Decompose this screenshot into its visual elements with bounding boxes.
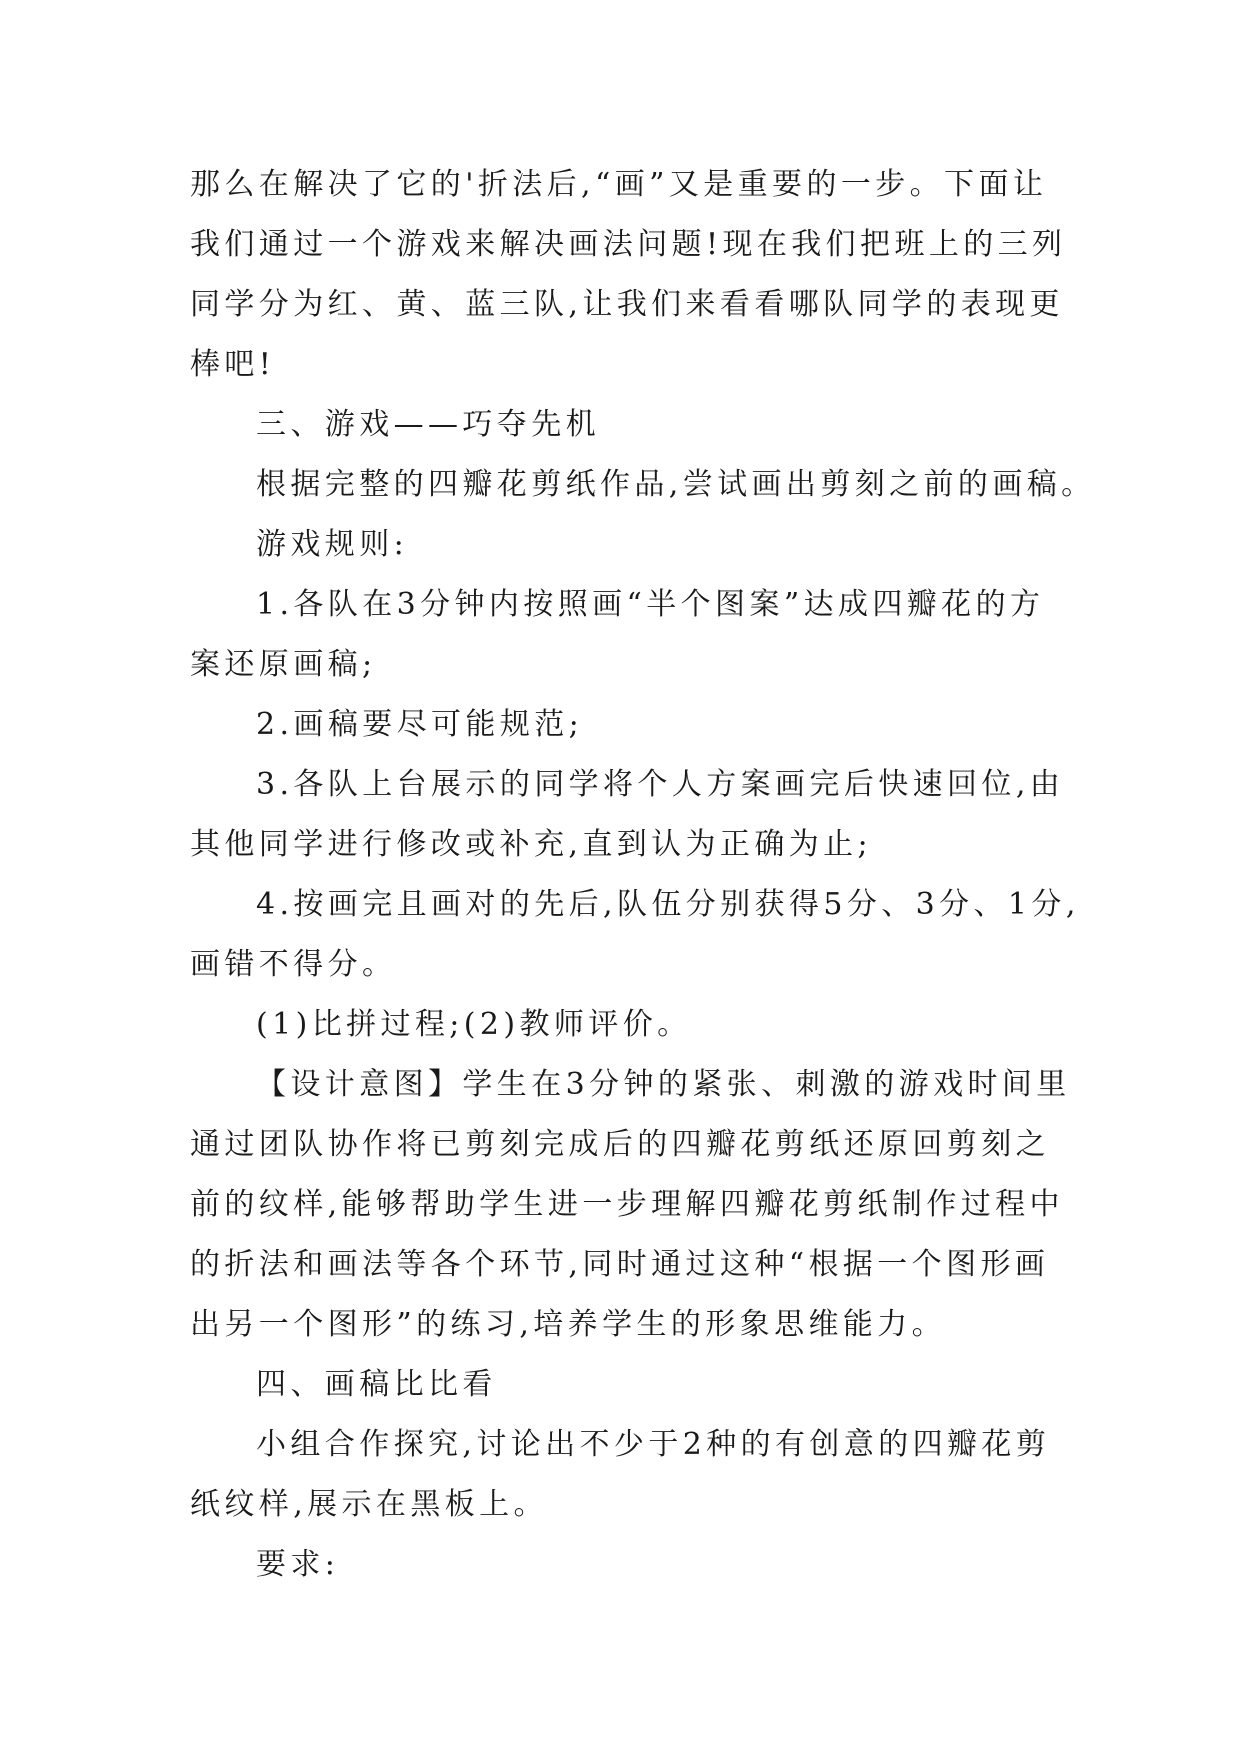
rules-heading: 游戏规则: <box>256 527 409 562</box>
rule-item-4-continued: 画错不得分。 <box>190 947 397 982</box>
rule-item-2: 2.画稿要尽可能规范; <box>256 707 584 742</box>
paragraph-line: 同学分为红、黄、蓝三队,让我们来看看哪队同学的表现更 <box>190 287 1064 322</box>
paragraph-line: 纸纹样,展示在黑板上。 <box>190 1487 548 1522</box>
rule-item-1-continued: 案还原画稿; <box>190 647 377 682</box>
paragraph-line: 那么在解决了它的'折法后,“画”又是重要的一步。下面让 <box>190 167 1048 202</box>
rule-item-1: 1.各队在3分钟内按照画“半个图案”达成四瓣花的方 <box>256 587 1045 622</box>
paragraph-line: 的折法和画法等各个环节,同时通过这种“根据一个图形画 <box>190 1247 1050 1282</box>
paragraph-line: 根据完整的四瓣花剪纸作品,尝试画出剪刻之前的画稿。 <box>256 467 1096 502</box>
paragraph-line: 通过团队协作将已剪刻完成后的四瓣花剪纸还原回剪刻之 <box>190 1127 1050 1162</box>
paragraph-line: 出另一个图形”的练习,培养学生的形象思维能力。 <box>190 1307 947 1342</box>
section-heading-game: 三、游戏——巧夺先机 <box>256 407 600 442</box>
requirements-heading: 要求: <box>256 1547 340 1582</box>
rule-item-3: 3.各队上台展示的同学将个人方案画完后快速回位,由 <box>256 767 1065 802</box>
document-body <box>190 160 1096 1600</box>
rule-item-4: 4.按画完且画对的先后,队伍分别获得5分、3分、1分, <box>256 887 1080 922</box>
paragraph-line: 我们通过一个游戏来解决画法问题!现在我们把班上的三列 <box>190 227 1067 262</box>
section-heading-compare: 四、画稿比比看 <box>256 1367 497 1402</box>
paragraph-line: 棒吧! <box>190 347 276 382</box>
design-intent-line: 【设计意图】学生在3分钟的紧张、刺激的游戏时间里 <box>256 1067 1071 1102</box>
process-line: (1)比拼过程;(2)教师评价。 <box>256 1007 692 1042</box>
paragraph-line: 小组合作探究,讨论出不少于2种的有创意的四瓣花剪 <box>256 1427 1051 1462</box>
rule-item-3-continued: 其他同学进行修改或补充,直到认为正确为止; <box>190 827 873 862</box>
paragraph-line: 前的纹样,能够帮助学生进一步理解四瓣花剪纸制作过程中 <box>190 1187 1064 1222</box>
